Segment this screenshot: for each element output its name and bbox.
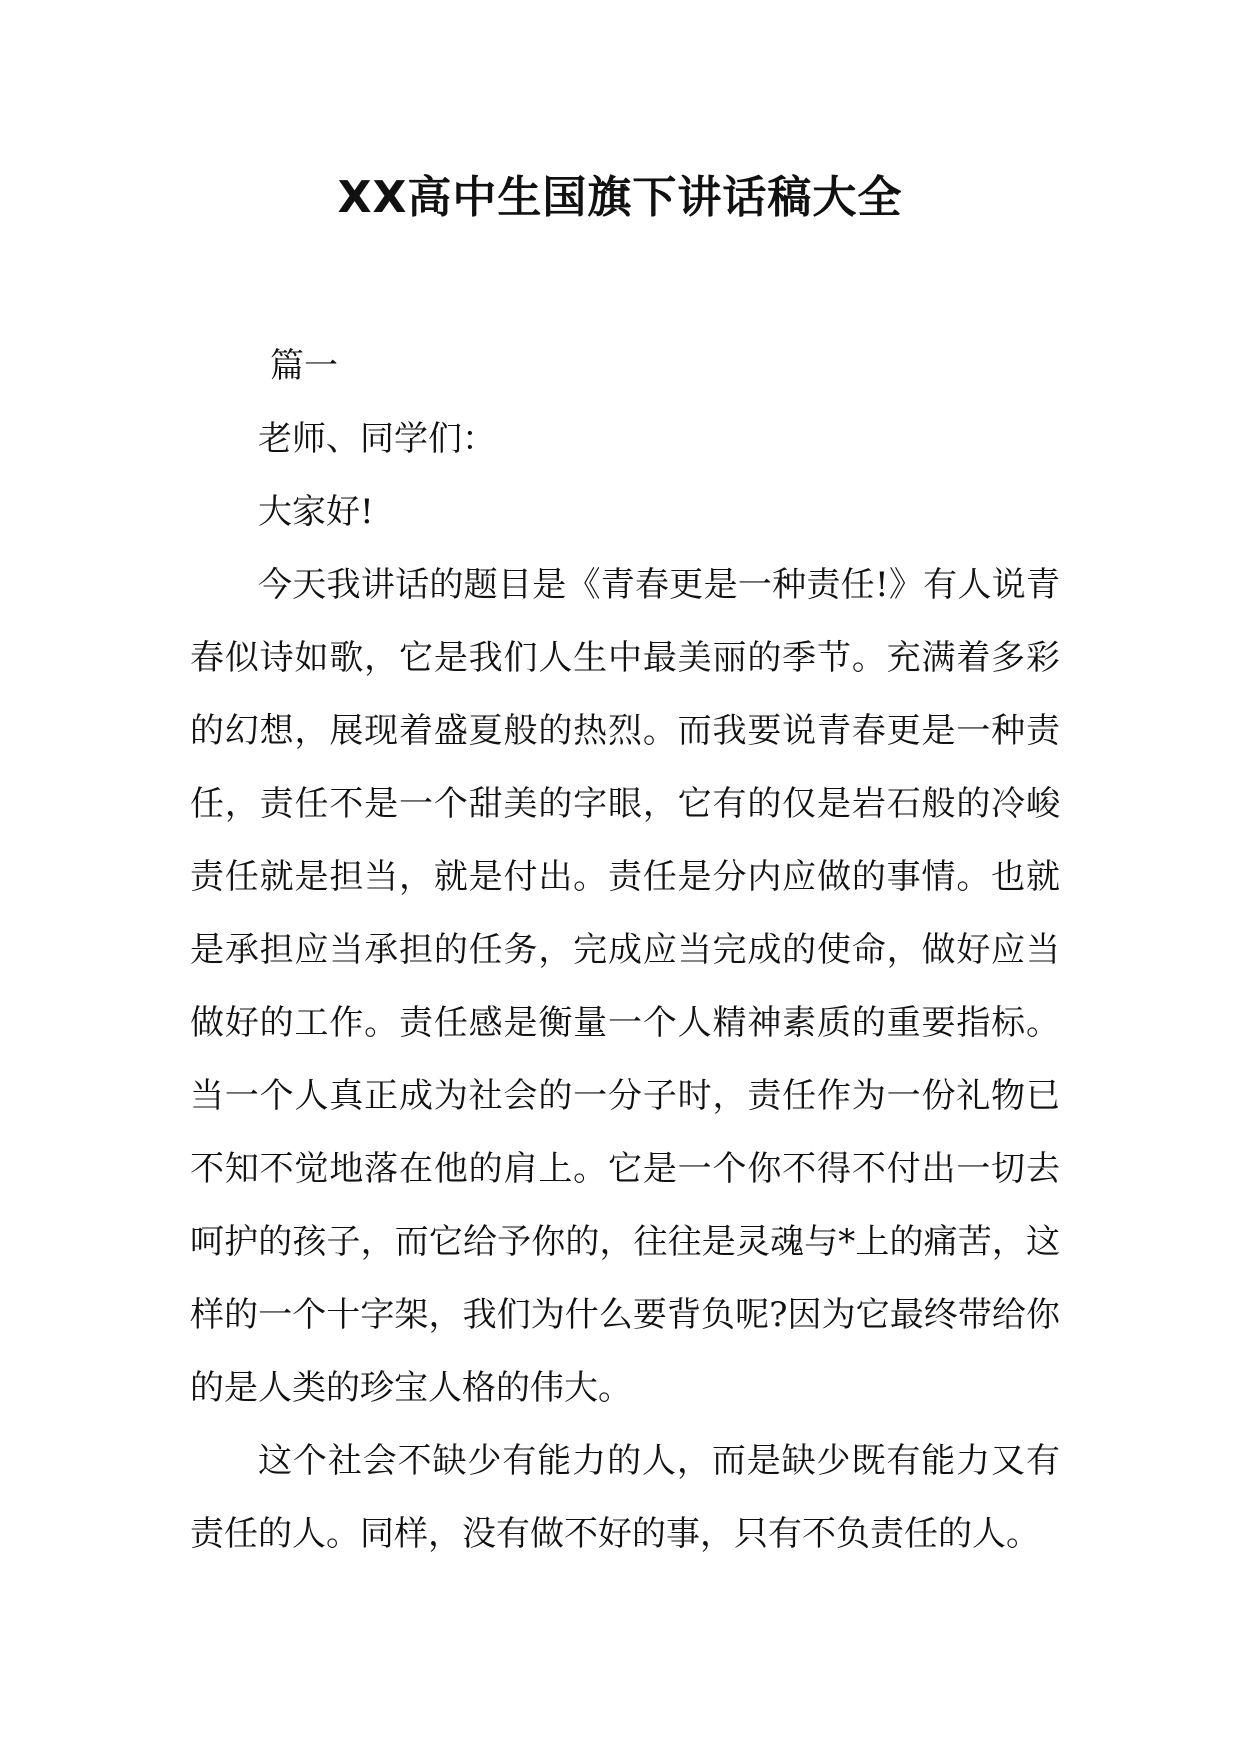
paragraph: 今天我讲话的题目是《青春更是一种责任!》有人说青春似诗如歌，它是我们人生中最美丽的季节。充满着多彩的幻想，展现着盛夏般的热烈。而我要说青春更是一种责任，责任不是一个甜美的字眼，它有的仅是岩石般的冷峻责任就是担当，就是付出。责任是分内应做的事情。也就是承担应当承担的任务，完成应当完成的使命，做好应当做好的工作。责任感是衡量一个人精神素质的重要指标。当一个人真正成为社会的一分子时，责任作为一份礼物已不知不觉地落在他的肩上。它是一个你不得不付出一切去呵护的孩子，而它给予你的，往往是灵魂与*上的痛苦，这样的一个十字架，我们为什么要背负呢?因为它最终带给你的是人类的珍宝人格的伟大。 [190,565,1060,1408]
document-title: XX高中生国旗下讲话稿大全 [337,172,903,223]
document-body [190,330,1060,1571]
section-label: 篇一 [270,346,338,386]
paragraph: 这个社会不缺少有能力的人，而是缺少既有能力又有责任的人。同样，没有做不好的事，只有不负责任的人。 [190,1441,1060,1554]
greeting: 大家好! [258,492,374,532]
salutation: 老师、同学们： [258,419,496,459]
